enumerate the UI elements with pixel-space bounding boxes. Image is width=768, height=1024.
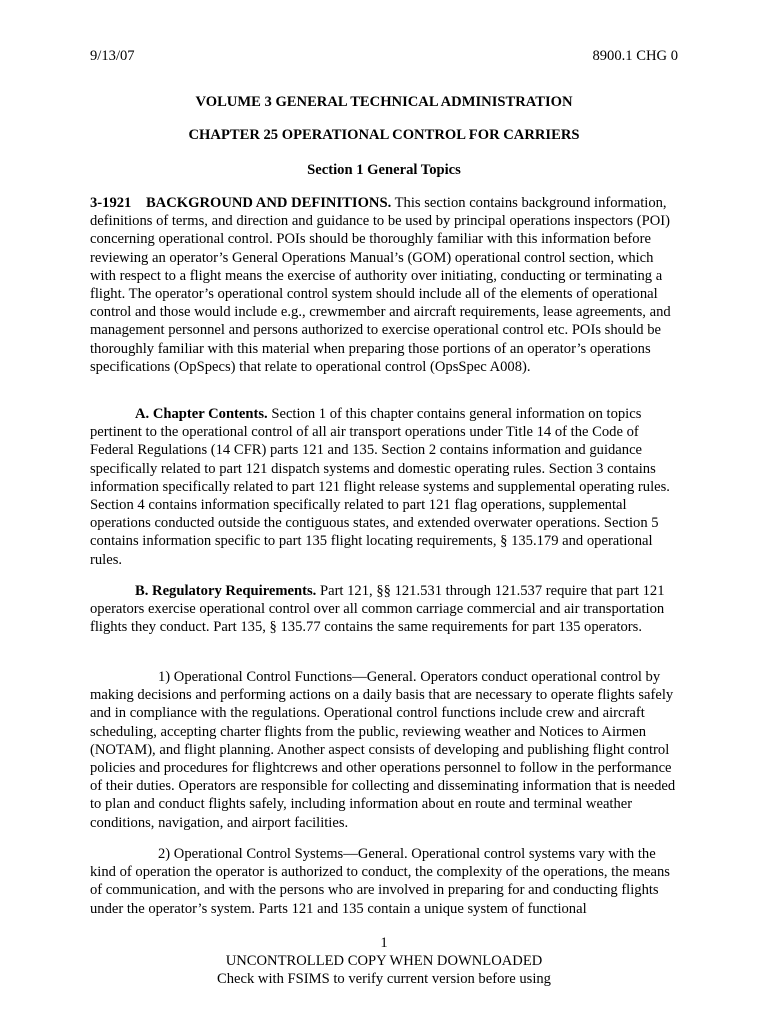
page-number: 1	[380, 935, 388, 951]
footer-line-1: UNCONTROLLED COPY WHEN DOWNLOADED	[225, 953, 543, 969]
paragraph-text: Section 1 of this chapter contains general information on topics pertinent to the operational control of all air transport operations under Title 14 of the Code of Federal Regulations (14 CFR) parts 121 and 135. Section 2 contains information and guidance specifically related to part 121 dispatch systems and domestic operating rules. Section 3 contains information specifically related to part 121 flight release systems and supplemental operating rules. Section 4 contains information specifically related to part 121 flag operations, supplemental operations conducted outside the contiguous states, and extended overwater operations. Section 5 contains information specific to part 135 flight locating requirements, § 135.179 and operational rules.	[90, 406, 670, 568]
paragraph-heading: A. Chapter Contents.	[135, 406, 268, 422]
paragraph-2-operational-control-systems: 2) Operational Control Systems—General. Operational control systems vary with the kind of operation the operator is authorized to conduct, the complexity of the operations, the means of communication, and with the persons who are involved in preparing for and conducting flights under the operator’s system. Parts 121 and 135 contain a unique system of functional	[90, 846, 670, 917]
paragraph-3-1921	[90, 194, 680, 376]
paragraph-text: This section contains background information, definitions of terms, and direction and guidance to be used by principal operations inspectors (POI) concerning operational control. POIs should be thoroughly familiar with this information before reviewing an operator’s General Operations Manual’s (GOM) operational control section, which with respect to a flight means the exercise of authority over initiating, conducting or terminating a flight. The operator’s operational control system should include all of the elements of operational control and those would include e.g., crewmember and aircraft requirements, lease agreements, and management personnel and persons authorized to exercise operational control etc. POIs should be thoroughly familiar with this material when preparing those portions of an operator’s operations specifications (OpSpecs) that relate to operational control (OpsSpec A008).	[90, 195, 671, 375]
paragraph-heading: B. Regulatory Requirements.	[135, 583, 317, 599]
footer-line-2: Check with FSIMS to verify current version before using	[217, 971, 551, 987]
section-title: Section 1 General Topics	[307, 162, 461, 178]
volume-title: VOLUME 3 GENERAL TECHNICAL ADMINISTRATION	[195, 94, 573, 110]
paragraph-1-operational-control-functions: 1) Operational Control Functions—General. Operators conduct operational control by making decisions and performing actions on a daily basis that are necessary to operate flights safely and in compliance with the regulations. Operational control functions include crew and aircraft scheduling, accepting charter flights from the public, reviewing weather and Notices to Airmen (NOTAM), and flight planning. Another aspect consists of developing and publishing flight control policies and procedures for flightcrews and other operations personnel to follow in the performance of their duties. Operators are responsible for collecting and disseminating information that is needed to plan and conduct flights safely, including information about en route and terminal weather conditions, navigation, and airport facilities.	[90, 669, 676, 831]
header-date: 9/13/07	[90, 48, 135, 64]
paragraph-a-chapter-contents	[90, 405, 680, 569]
header-doc-id: 8900.1 CHG 0	[592, 48, 678, 64]
paragraph-b-regulatory-requirements	[90, 582, 680, 637]
chapter-title: CHAPTER 25 OPERATIONAL CONTROL FOR CARRIERS	[188, 127, 580, 143]
paragraph-text: Part 121, §§ 121.531 through 121.537 require that part 121 operators exercise operational control over all common carriage commercial and air transportation flights they conduct. Part 135, § 135.77 contains the same requirements for part 135 operators.	[90, 583, 665, 636]
paragraph-heading: 3-1921 BACKGROUND AND DEFINITIONS.	[90, 195, 392, 211]
